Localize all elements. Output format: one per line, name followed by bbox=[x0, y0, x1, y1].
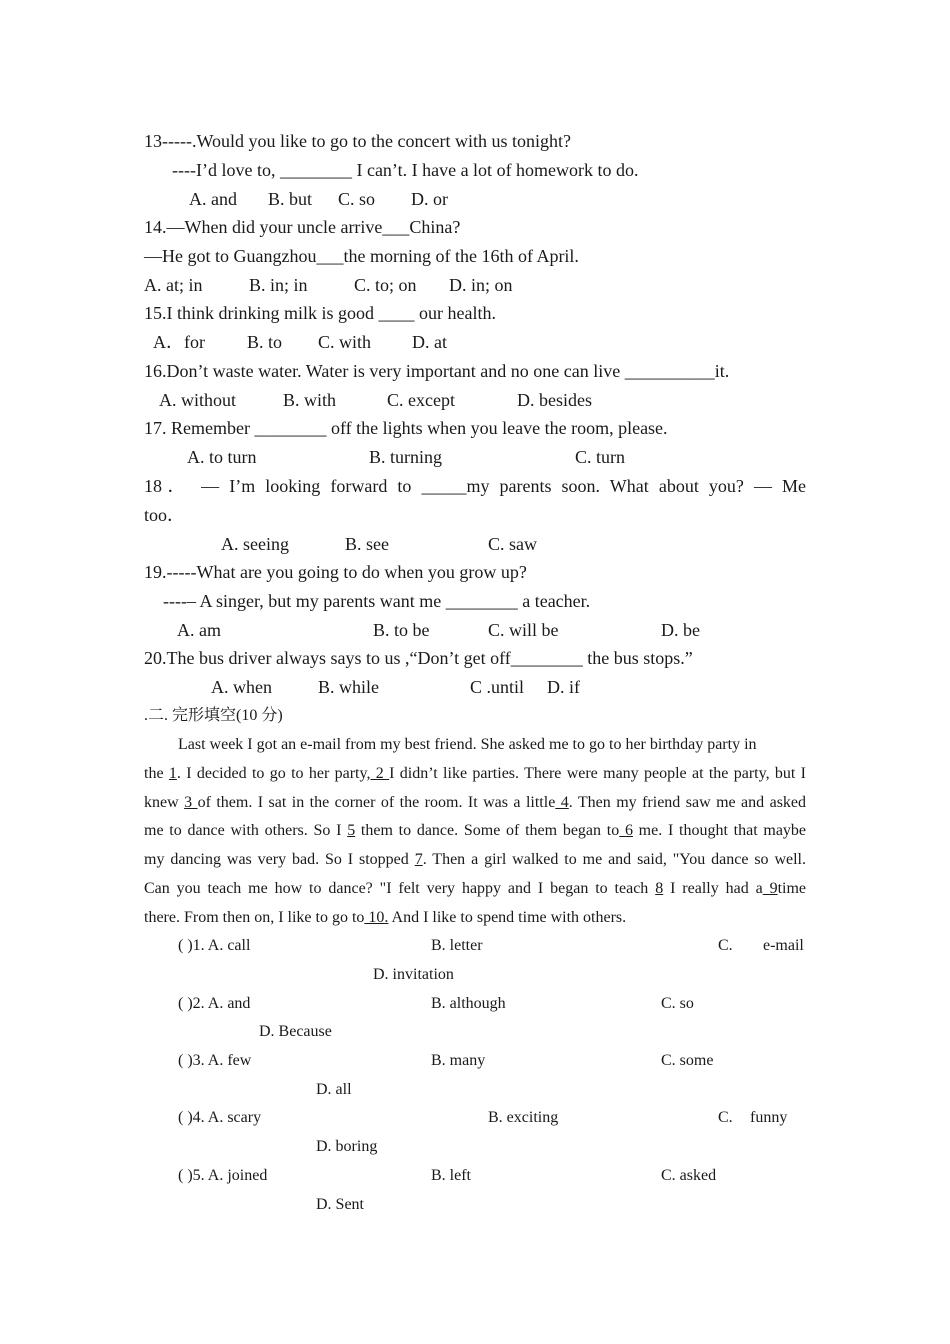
item-3-option-c: C. some bbox=[661, 1052, 714, 1069]
q16-option-c: C. except bbox=[387, 390, 455, 410]
cloze-text: knew bbox=[144, 794, 185, 811]
q19-option-b: B. to be bbox=[373, 620, 430, 640]
q19-option-a: A. am bbox=[177, 620, 221, 640]
item-1-option-a: ( )1. A. call bbox=[178, 937, 251, 954]
cloze-text: there. From then on, I like to go to bbox=[144, 909, 365, 926]
blank-4: 4 bbox=[555, 794, 569, 811]
cloze-line-4 bbox=[144, 821, 806, 841]
q18-option-a: A. seeing bbox=[221, 534, 289, 554]
cloze-text: . Then my friend saw me and asked bbox=[568, 794, 807, 811]
item-5-option-c: C. asked bbox=[661, 1167, 717, 1184]
blank-3: 3 bbox=[184, 794, 198, 811]
q14-option-d: D. in; on bbox=[449, 275, 513, 295]
cloze-text: . I decided to go to her party, bbox=[176, 765, 371, 782]
q14-option-c: C. to; on bbox=[354, 275, 417, 295]
q14-option-a: A. at; in bbox=[144, 275, 203, 295]
item-3-option-d: D. all bbox=[316, 1081, 352, 1098]
item-1-option-b: B. letter bbox=[431, 937, 483, 954]
q19-answer-line: ----– A singer, but my parents want me ________ a teacher. bbox=[163, 591, 591, 611]
cloze-line-7 bbox=[144, 908, 626, 928]
q20-option-c: C .until bbox=[470, 677, 525, 697]
blank-6: 6 bbox=[619, 822, 633, 839]
q18-question: 18． — I’m looking forward to _____my parents soon. What about you? — Me bbox=[144, 476, 806, 496]
q16-question: 16.Don’t waste water. Water is very important and no one can live __________it. bbox=[144, 361, 730, 381]
cloze-line-6 bbox=[144, 879, 806, 899]
q13-option-c: C. so bbox=[338, 189, 376, 209]
cloze-line-2 bbox=[144, 764, 806, 784]
cloze-line-5 bbox=[144, 850, 806, 870]
q13-question: 13-----.Would you like to go to the concert with us tonight? bbox=[144, 131, 571, 151]
cloze-heading: .二. 完形填空(10 分) bbox=[144, 707, 283, 724]
item-5-option-b: B. left bbox=[431, 1167, 471, 1184]
q20-option-b: B. while bbox=[318, 677, 379, 697]
q14-option-b: B. in; in bbox=[249, 275, 308, 295]
cloze-text: Last week I got an e-mail from my best friend. She asked me to go to her birthday party in bbox=[178, 736, 757, 753]
item-2-option-c: C. so bbox=[661, 995, 694, 1012]
q16-option-a: A. without bbox=[159, 390, 237, 410]
cloze-line-3 bbox=[144, 793, 806, 813]
cloze-text: them to dance. Some of them began to bbox=[355, 822, 620, 839]
q15-option-d: D. at bbox=[412, 332, 447, 352]
item-3-option-b: B. many bbox=[431, 1052, 486, 1069]
q13-option-a: A. and bbox=[189, 189, 237, 209]
item-3-option-a: ( )3. A. few bbox=[178, 1052, 252, 1069]
blank-2: 2 bbox=[370, 765, 390, 782]
cloze-text: . Then a girl walked to me and said, "You dance so well. bbox=[422, 851, 806, 868]
item-4-option-c-text: funny bbox=[750, 1109, 788, 1126]
item-5-option-a: ( )5. A. joined bbox=[178, 1167, 268, 1184]
cloze-text: the bbox=[144, 765, 169, 782]
item-5-option-d: D. Sent bbox=[316, 1196, 364, 1213]
q18-option-c: C. saw bbox=[488, 534, 537, 554]
cloze-text: my dancing was very bad. So I stopped bbox=[144, 851, 415, 868]
q15-question: 15.I think drinking milk is good ____ our health. bbox=[144, 303, 496, 323]
cloze-text: time bbox=[777, 880, 807, 897]
q13-answer-line: ----I’d love to, ________ I can’t. I have a lot of homework to do. bbox=[172, 160, 639, 180]
q20-question: 20.The bus driver always says to us ,“Don’t get off________ the bus stops.” bbox=[144, 648, 693, 668]
item-4-option-c-letter: C. bbox=[718, 1109, 733, 1126]
q18-option-b: B. see bbox=[345, 534, 389, 554]
item-1-option-d: D. invitation bbox=[373, 966, 454, 983]
q18-question-cont: too． bbox=[144, 505, 186, 525]
cloze-text: Can you teach me how to dance? "I felt very happy and I began to teach bbox=[144, 880, 656, 897]
q17-question: 17. Remember ________ off the lights when you leave the room, please. bbox=[144, 418, 668, 438]
q16-option-b: B. with bbox=[283, 390, 337, 410]
item-2-option-a: ( )2. A. and bbox=[178, 995, 251, 1012]
cloze-text: I really had a bbox=[663, 880, 763, 897]
q17-option-a: A. to turn bbox=[187, 447, 257, 467]
cloze-line-1 bbox=[178, 735, 757, 755]
blank-10: 10. bbox=[364, 909, 389, 926]
q20-option-a: A. when bbox=[211, 677, 272, 697]
item-4-option-b: B. exciting bbox=[488, 1109, 559, 1126]
item-2-option-b: B. although bbox=[431, 995, 506, 1012]
q15-option-c: C. with bbox=[318, 332, 372, 352]
q17-option-c: C. turn bbox=[575, 447, 626, 467]
cloze-text: me to dance with others. So I bbox=[144, 822, 348, 839]
q19-option-c: C. will be bbox=[488, 620, 559, 640]
cloze-text: And I like to spend time with others. bbox=[388, 909, 627, 926]
blank-7: 7 bbox=[414, 851, 423, 868]
blank-8: 8 bbox=[655, 880, 664, 897]
cloze-text: of them. I sat in the corner of the room. It was a little bbox=[197, 794, 556, 811]
q15-option-b: B. to bbox=[247, 332, 283, 352]
q19-question: 19.-----What are you going to do when you grow up? bbox=[144, 562, 527, 582]
q13-option-d: D. or bbox=[411, 189, 448, 209]
q19-option-d: D. be bbox=[661, 620, 700, 640]
q15-option-a: A．for bbox=[153, 332, 205, 352]
q14-question: 14.—When did your uncle arrive___China? bbox=[144, 217, 461, 237]
q17-option-b: B. turning bbox=[369, 447, 443, 467]
blank-5: 5 bbox=[347, 822, 356, 839]
q13-option-b: B. but bbox=[268, 189, 313, 209]
item-4-option-d: D. boring bbox=[316, 1138, 378, 1155]
q14-answer-line: —He got to Guangzhou___the morning of the 16th of April. bbox=[144, 246, 579, 266]
item-4-option-a: ( )4. A. scary bbox=[178, 1109, 262, 1126]
blank-9: 9 bbox=[762, 880, 778, 897]
item-1-option-c-letter: C. bbox=[718, 937, 733, 954]
blank-1: 1 bbox=[168, 765, 177, 782]
cloze-text: me. I thought that maybe bbox=[632, 822, 807, 839]
item-1-option-c-text: e-mail bbox=[763, 937, 804, 954]
q16-option-d: D. besides bbox=[517, 390, 592, 410]
q20-option-d: D. if bbox=[547, 677, 580, 697]
item-2-option-d: D. Because bbox=[259, 1023, 332, 1040]
cloze-text: I didn’t like parties. There were many people at the party, but I bbox=[389, 765, 807, 782]
